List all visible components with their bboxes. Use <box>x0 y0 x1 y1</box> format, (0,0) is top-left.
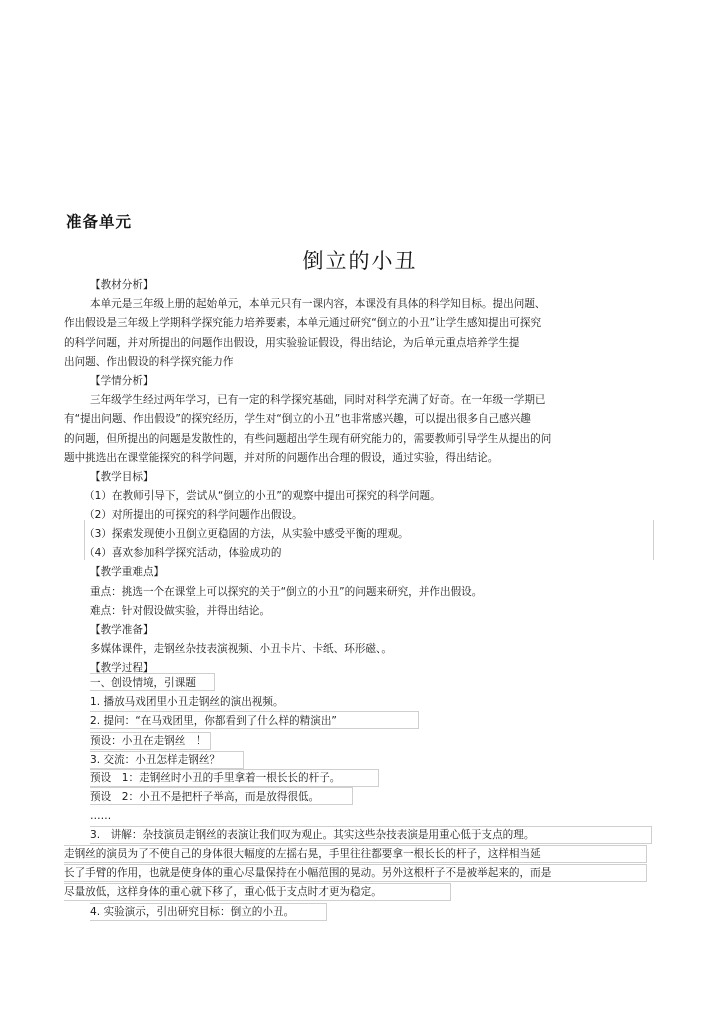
lesson-title: 倒立的小丑 <box>302 249 418 273</box>
step-line: 2. 提问：“在马戏团里，你都看到了什么样的精演出” <box>90 715 337 727</box>
section-heading: 【教材分析】 <box>90 279 154 291</box>
paragraph-line: 出问题、作出假设的科学探究能力作 <box>64 356 234 368</box>
step-line: 预设 1：走钢丝时小丑的手里拿着一根长长的杆子。 <box>90 772 341 784</box>
list-item: （1）在教师引导下，尝试从“倒立的小丑”的观察中提出可探究的科学问题。 <box>84 490 441 502</box>
step-line: 预设 2：小丑不是把杆子举高，而是放得很低。 <box>90 791 320 803</box>
paragraph-line: 重点：挑选一个在课堂上可以探究的关于“倒立的小丑”的问题来研究，并作出假设。 <box>90 586 483 598</box>
paragraph-line: 走钢丝的演员为了不使自己的身体很大幅度的左摇右晃，手里往往都要拿一根长长的杆子，这样相当延 <box>64 848 541 860</box>
paragraph-line: 三年级学生经过两年学习，已有一定的科学探究基础，同时对科学充满了好奇。在一年级一学期已 <box>90 394 546 406</box>
step-line: 预设：小丑在走钢丝 ！ <box>90 735 207 747</box>
list-item: （4）喜欢参加科学探究活动，体验成功的 <box>84 547 282 559</box>
list-item: （2）对所提出的可探究的科学问题作出假设。 <box>84 509 303 521</box>
paragraph-line: 本单元是三年级上册的起始单元，本单元只有一课内容，本课没有具体的科学知目标。提出问题、 <box>90 298 546 310</box>
step-line: 1. 播放马戏团里小丑走钢丝的演出视频。 <box>90 696 284 708</box>
paragraph-line: 有“提出问题、作出假设”的探究经历，学生对“倒立的小丑”也非常感兴趣，可以提出很多自己感兴趣 <box>64 413 531 425</box>
section-heading: 【教学过程】 <box>90 662 154 674</box>
section-heading: 【教学目标】 <box>90 471 154 483</box>
paragraph-line: 尽量放低，这样身体的重心就下移了，重心低于支点时才更为稳定。 <box>64 886 382 898</box>
list-item: （3）探索发现使小丑倒立更稳固的方法，从实验中感受平衡的理观。 <box>84 528 409 540</box>
paragraph-line: 题中挑选出在课堂能探究的科学问题，并对所的问题作出合理的假设，通过实验，得出结论。 <box>64 452 499 464</box>
section-heading: 【教学重难点】 <box>90 566 165 578</box>
paragraph-line: 长了手臂的作用，也就是使身体的重心尽量保持在小幅范围的晃动。另外这根杆子不是被举起来的，而是 <box>64 867 552 879</box>
paragraph-line: 作出假设是三年级上学期科学探究能力培养要素，本单元通过研究“倒立的小丑”让学生感知提出可探究 <box>64 317 542 329</box>
paragraph-line: 的问题，但所提出的问题是发散性的，有些问题超出学生现有研究能力的，需要教师引导学生从提出的问 <box>64 433 552 445</box>
scan-rule <box>653 520 654 560</box>
step-line: 3. 讲解：杂技演员走钢丝的表演让我们叹为观止。其实这些杂技表演是用重心低于支点的理。 <box>90 829 535 841</box>
step-line: 4. 实验演示，引出研究目标：倒立的小丑。 <box>90 906 295 918</box>
paragraph-line: 的科学问题，并对所提出的问题作出假设，用实验验证假设，得出结论，为后单元重点培养学生提 <box>64 337 520 349</box>
section-heading: 【学情分析】 <box>90 375 154 387</box>
ellipsis-line: …… <box>90 810 112 822</box>
paragraph-line: 多媒体课件，走钢丝杂技表演视频、小丑卡片、卡纸、环形磁、。 <box>90 643 392 655</box>
step-line: 3. 交流：小丑怎样走钢丝？ <box>90 754 221 766</box>
subsection-heading: 一、创设情境，引课题 <box>90 677 196 689</box>
section-heading: 【教学准备】 <box>90 624 154 636</box>
paragraph-line: 难点：针对假设做实验，并得出结论。 <box>90 605 271 617</box>
unit-title: 准备单元 <box>66 213 133 231</box>
